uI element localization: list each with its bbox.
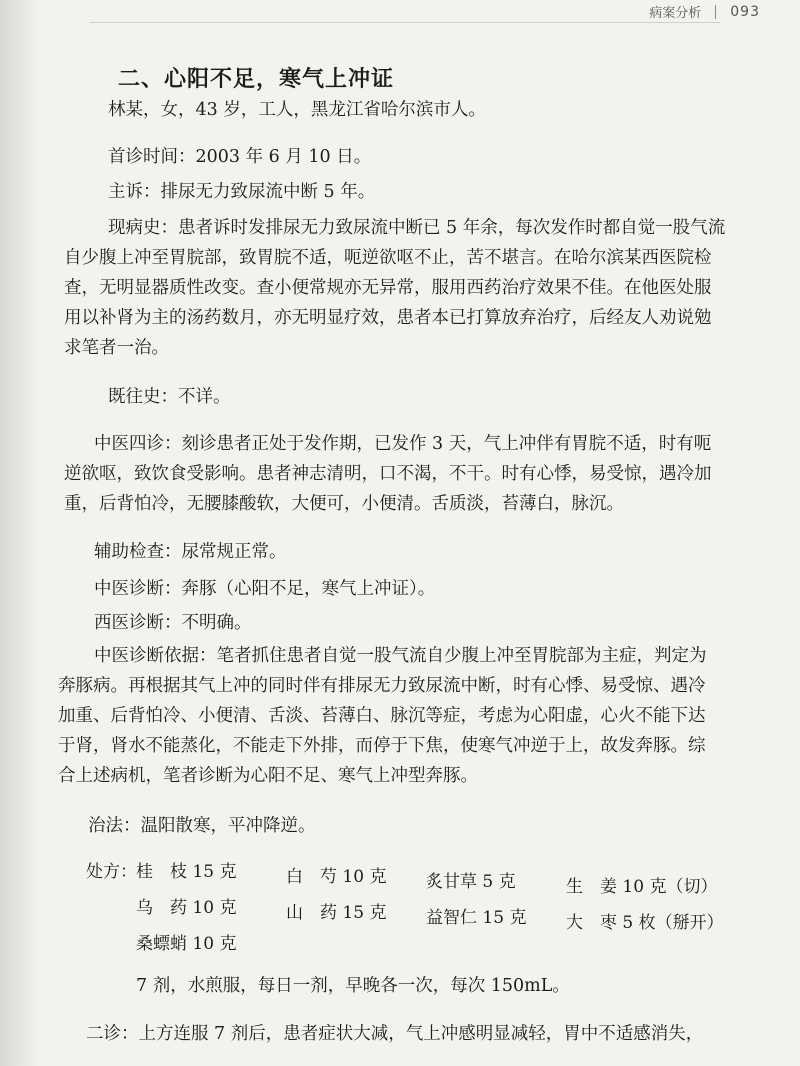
western-diagnosis: 西医诊断：不明确。 (94, 613, 252, 633)
herb-item: 山 药 15 克 (286, 903, 387, 923)
tcm-diagnosis: 中医诊断：奔豚（心阳不足，寒气上冲证）。 (94, 579, 436, 599)
chief-complaint: 主诉：排尿无力致尿流中断 5 年。 (108, 182, 376, 202)
auxiliary-exam: 辅助检查：尿常规正常。 (94, 542, 287, 562)
herb-item: 炙甘草 5 克 (426, 872, 516, 892)
history-line: 查，无明显器质性改变。查小便常规亦无异常，服用西药治疗效果不佳。在他医处服 (64, 278, 712, 298)
page-number: 093 (730, 3, 760, 20)
second-visit: 二诊：上方连服 7 剂后，患者症状大减，气上冲感明显减轻，胃中不适感消失， (86, 1024, 704, 1044)
past-history: 既往史：不详。 (108, 387, 231, 407)
herb-item: 益智仁 15 克 (426, 908, 527, 928)
herb-item: 乌 药 10 克 (136, 898, 237, 918)
section-title: 病案分析 (649, 6, 702, 21)
diagnosis-basis-line: 加重、后背怕冷、小便清、舌淡、苔薄白、脉沉等症，考虑为心阳虚，心火不能下达 (58, 706, 706, 726)
herb-item: 大 枣 5 枚（掰开） (566, 913, 724, 933)
diagnosis-basis-line: 奔豚病。再根据其气上冲的同时伴有排尿无力致尿流中断，时有心悸、易受惊、遇冷 (58, 676, 706, 696)
herb-item: 生 姜 10 克（切） (566, 877, 718, 897)
page-gutter-shadow (0, 0, 40, 1066)
herb-item: 白 芍 10 克 (286, 867, 387, 887)
header-rule (90, 22, 720, 23)
history-line: 求笔者一治。 (64, 338, 169, 358)
diagnosis-basis-line: 于肾，肾水不能蒸化，不能走下外排，而停于下焦，使寒气冲逆于上，故发奔豚。综 (58, 736, 706, 756)
history-line: 现病史：患者诉时发排尿无力致尿流中断已 5 年余，每次发作时都自觉一股气流 (108, 218, 726, 238)
header-divider (715, 5, 716, 19)
tcm-exam-line: 重，后背怕冷，无腰膝酸软，大便可，小便清。舌质淡，苔薄白，脉沉。 (64, 494, 624, 514)
tcm-exam-line: 中医四诊：刻诊患者正处于发作期，已发作 3 天，气上冲伴有胃脘不适，时有呃 (94, 434, 712, 454)
running-header (649, 2, 760, 21)
case-title: 二、心阳不足，寒气上冲证 (118, 67, 395, 92)
tcm-exam-line: 逆欲呕，致饮食受影响。患者神志清明，口不渴，不干。时有心悸，易受惊，遇冷加 (64, 464, 712, 484)
prescription-label: 处方： (86, 862, 137, 882)
history-line: 自少腹上冲至胃脘部，致胃脘不适，呃逆欲呕不止，苦不堪言。在哈尔滨某西医院检 (64, 248, 712, 268)
diagnosis-basis-line: 中医诊断依据：笔者抓住患者自觉一股气流自少腹上冲至胃脘部为主症，判定为 (94, 646, 707, 666)
dosage-instructions: 7 剂，水煎服，每日一剂，早晚各一次，每次 150mL。 (136, 976, 570, 996)
treatment-method: 治法：温阳散寒，平冲降逆。 (88, 816, 316, 836)
herb-item: 桑螵蛸 10 克 (136, 934, 237, 954)
history-line: 用以补肾为主的汤药数月，亦无明显疗效，患者本已打算放弃治疗，后经友人劝说勉 (64, 308, 712, 328)
first-visit-date: 首诊时间：2003 年 6 月 10 日。 (108, 147, 372, 167)
diagnosis-basis-line: 合上述病机，笔者诊断为心阳不足、寒气上冲型奔豚。 (58, 766, 478, 786)
herb-item: 桂 枝 15 克 (136, 862, 237, 882)
patient-info: 林某，女，43 岁，工人，黑龙江省哈尔滨市人。 (108, 100, 486, 120)
